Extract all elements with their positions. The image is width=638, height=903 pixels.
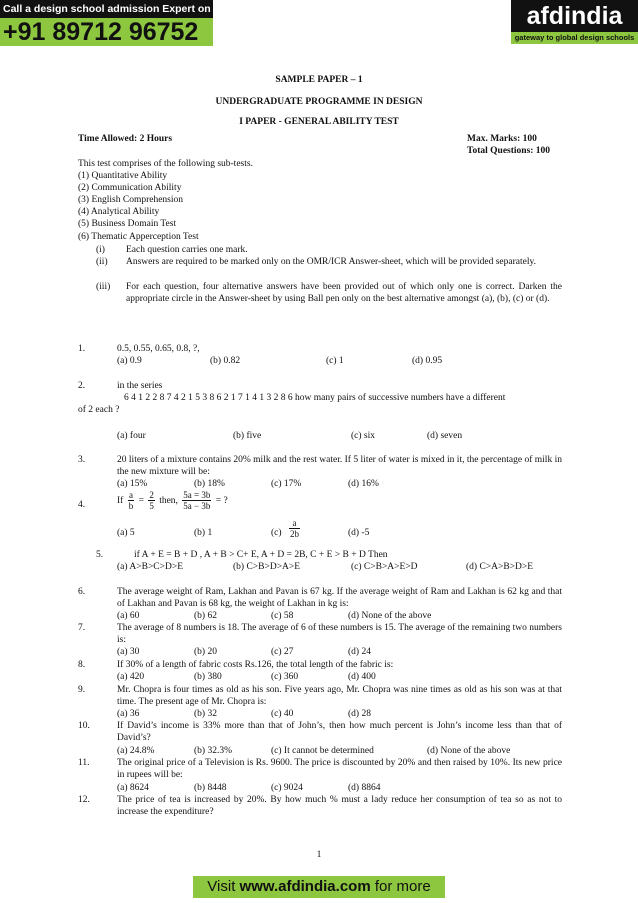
question-number: 1. [78,344,86,354]
question-number: 2. [78,381,86,391]
admission-banner[interactable] [0,0,213,46]
test-title: I PAPER - GENERAL ABILITY TEST [239,117,399,127]
option-a: (a) 15% [117,479,148,489]
frac-denominator: 5 [149,501,154,512]
option-a: (a) 0.9 [117,356,142,366]
question-number: 6. [78,587,86,597]
website-link[interactable]: www.afdindia.com [239,878,371,895]
option-b: (b) 32 [194,709,217,719]
question-number: 9. [78,685,86,695]
option-b: (b) 32.3% [194,746,232,756]
option-c: (c) 360 [271,672,299,682]
question-number: 3. [78,455,86,465]
option-b: (b) 1 [194,528,213,538]
eq-equals: = [138,496,144,506]
question-text: The average of 8 numbers is 18. The average of 6 of these numbers is 15. The average of the remaining two numbers is: [117,623,562,645]
option-d: (d) 28 [348,709,371,719]
question-text: 0.5, 0.55, 0.65, 0.8, ?, [117,344,200,354]
option-a: (a) 30 [117,647,140,657]
option-a: (a) A>B>C>D>E [117,562,184,572]
question-text: if A + E = B + D , A + B > C+ E, A + D = 2B, C + E > B + D Then [134,550,388,560]
frac-numerator: a [128,490,133,501]
instruction-number: (i) [96,245,105,255]
subtest-item: (1) Quantitative Ability [78,171,168,181]
eq-if: If [117,496,124,506]
option-b: (b) 18% [194,479,225,489]
option-b: (b) 20 [194,647,217,657]
fraction-a-over-b [128,490,135,511]
option-a: (a) 5 [117,528,135,538]
option-a: (a) 36 [117,709,140,719]
instruction-text: Each question carries one mark. [126,245,248,255]
brand-name: afdindia [511,0,638,32]
subtest-item: (6) Thematic Apperception Test [78,232,199,242]
question-number: 10. [78,721,90,731]
programme-title: UNDERGRADUATE PROGRAMME IN DESIGN [215,97,423,107]
option-c: (c) 27 [271,647,294,657]
question-text: The price of tea is increased by 20%. By how much % must a lady reduce her consumption of tea so as not to increase the expenditure? [117,795,562,817]
frac-denominator: b [128,501,134,512]
question-text-cont: of 2 each ? [78,405,120,415]
option-d: (d) 0.95 [412,356,443,366]
option-b: (b) 62 [194,611,217,621]
footer-banner[interactable] [193,876,445,898]
eq-then: then, [159,496,178,506]
footer-post: for more [370,878,431,895]
question-number: 7. [78,623,86,633]
option-c: (c) C>B>A>E>D [351,562,418,572]
max-marks: Max. Marks: 100 [467,134,537,144]
option-d: (d) 24 [348,647,371,657]
question-text: 20 liters of a mixture contains 20% milk and the rest water. If 5 liter of water is mixed in it, the percentage of milk in the new mixture will be: [117,455,562,477]
question-number: 12. [78,795,90,805]
option-b: (b) five [233,431,262,441]
question-text: The average weight of Ram, Lakhan and Pavan is 67 kg. If the average weight of Ram and Lakhan is 62 kg and that of Lakhan and Pavan is 68 kg, the weight of Lakhan in kg is: [117,587,562,609]
option-d: (d) 16% [348,479,379,489]
option-c: (c) six [351,431,376,441]
option-d: (d) seven [427,431,463,441]
option-a: (a) four [117,431,146,441]
admission-cta-text: Call a design school admission Expert on [0,0,213,18]
option-d: (d) C>A>B>D>E [466,562,534,572]
option-c-fraction [287,518,302,539]
option-d: (d) 8864 [348,783,381,793]
phone-number[interactable]: +91 89712 96752 [0,18,213,46]
option-d: (d) None of the above [427,746,511,756]
option-c: (c) 40 [271,709,294,719]
option-c: (c) 17% [271,479,302,489]
question-number: 5. [96,550,104,560]
frac-numerator: a [289,518,300,529]
brand-logo[interactable] [511,0,638,44]
brand-tagline: gateway to global design schools [511,32,638,44]
option-a: (a) 8624 [117,783,149,793]
question-number: 4. [78,500,86,510]
frac-numerator: 2 [149,490,154,501]
option-c: (c) 9024 [271,783,303,793]
instruction-number: (ii) [96,257,108,267]
option-c: (c) [271,528,282,538]
frac-denominator: 2b [290,529,299,539]
intro-text: This test comprises of the following sub-tests. [78,159,253,169]
question-text: If David’s income is 33% more than that of John’s, then how much percent is John’s income less than that of David’s? [117,721,562,743]
question-text: If 30% of a length of fabric costs Rs.126, the total length of the fabric is: [117,660,394,670]
option-a: (a) 24.8% [117,746,155,756]
instruction-text: Answers are required to be marked only on the OMR/ICR Answer-sheet, which will be provided separately. [126,257,536,267]
option-b: (b) 380 [194,672,222,682]
option-d: (d) -5 [348,528,370,538]
footer-pre: Visit [207,878,240,895]
option-d: (d) None of the above [348,611,432,621]
fraction-2-over-5 [148,490,155,511]
question-series: 6 4 1 2 2 8 7 4 2 1 5 3 8 6 2 1 7 1 4 1 3 2 8 6 how many pairs of successive numbers have a different [124,393,506,403]
option-b: (b) C>B>D>A>E [233,562,301,572]
instruction-number: (iii) [96,282,111,292]
subtest-item: (2) Communication Ability [78,183,182,193]
fraction-expression [182,490,211,511]
subtest-item: (3) English Comprehension [78,195,184,205]
question-equation [117,490,228,512]
fraction-a-over-2b [289,518,300,539]
question-text: in the series [117,381,163,391]
option-d: (d) 400 [348,672,376,682]
question-text: The original price of a Television is Rs. 9600. The price is discounted by 20% and then raised by 10%. Its new price in rupees will be: [117,758,562,780]
question-text: Mr. Chopra is four times as old as his son. Five years ago, Mr. Chopra was nine times as old as his son was at that time. The present age of Mr. Chopra is: [117,685,562,707]
option-b: (b) 8448 [194,783,227,793]
page-number: 1 [316,850,322,860]
frac-denominator: 5a − 3b [183,501,211,512]
subtest-item: (4) Analytical Ability [78,207,160,217]
time-allowed: Time Allowed: 2 Hours [78,134,173,144]
question-number: 8. [78,660,86,670]
option-c: (c) 58 [271,611,294,621]
option-c: (c) It cannot be determined [271,746,374,756]
eq-tail: = ? [215,496,228,506]
option-c: (c) 1 [326,356,344,366]
total-questions: Total Questions: 100 [467,146,551,156]
option-a: (a) 420 [117,672,145,682]
option-b: (b) 0.82 [210,356,241,366]
frac-numerator: 5a = 3b [183,490,211,501]
option-a: (a) 60 [117,611,140,621]
subtest-item: (5) Business Domain Test [78,219,177,229]
instruction-text: For each question, four alternative answers have been provided out of which only one is correct. Darken the appropriate circle in the Answer-sheet by using Ball pen only on the best alternative amongst (a), (b), (c) or (d). [126,282,562,304]
paper-title: SAMPLE PAPER – 1 [275,75,363,85]
question-number: 11. [78,758,90,768]
